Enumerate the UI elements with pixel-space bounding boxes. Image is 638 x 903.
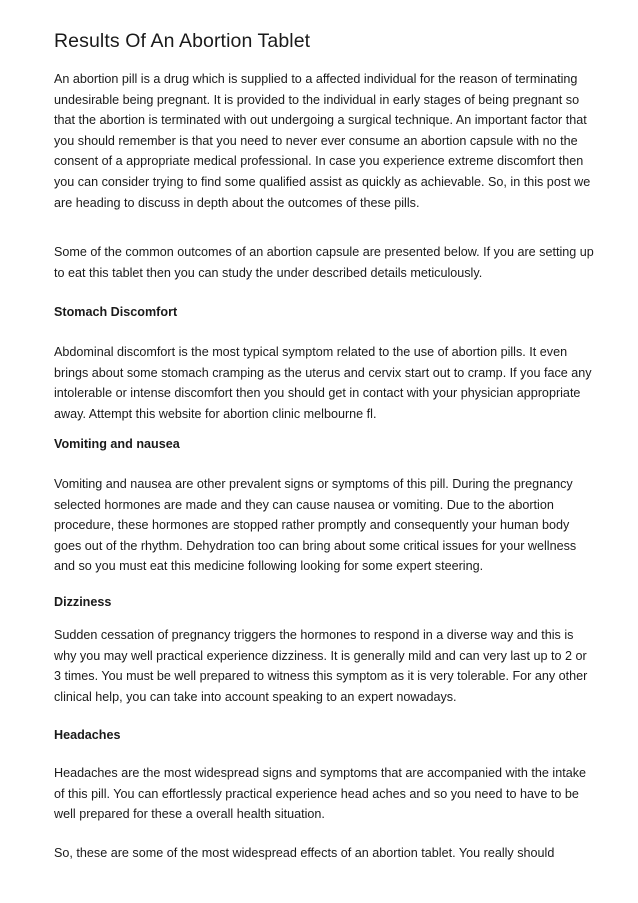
closing-paragraph: So, these are some of the most widespread effects of an abortion tablet. You really should bbox=[54, 846, 555, 860]
intro-paragraph: An abortion pill is a drug which is supplied to a affected individual for the reason of terminating undesirable being pregnant. It is provided to the individual in early stages of being pregnant so that the abortion is terminated with out undergoing a surgical technique. An important factor that you should remember is that you need to never ever consume an abortion capsule with no the consent of a appropriate medical professional. In case you experience extreme discomfort then you can consider trying to find some qualified assist as quickly as achievable. So, in this post we are heading to discuss in depth about the outcomes of these pills. bbox=[54, 72, 591, 210]
section-heading-vomiting-nausea: Vomiting and nausea bbox=[54, 437, 180, 451]
page-title: Results Of An Abortion Tablet bbox=[54, 30, 311, 52]
section-body-headaches: Headaches are the most widespread signs and symptoms that are accompanied with the intake of this pill. You can effortlessly practical experience head aches and so you need to have to be well prepared for these a overall health situation. bbox=[54, 766, 587, 822]
section-heading-dizziness: Dizziness bbox=[54, 595, 112, 609]
section-body-dizziness: Sudden cessation of pregnancy triggers the hormones to respond in a diverse way and this is why you may well practical experience dizziness. It is generally mild and can very last up to 2 or 3 times. You must be well prepared to witness this symptom as it is very tolerable. For any other clinical help, you can take into account speaking to an expert nowadays. bbox=[54, 628, 588, 704]
section-heading-stomach-discomfort: Stomach Discomfort bbox=[54, 305, 178, 319]
outcomes-intro-paragraph: Some of the common outcomes of an abortion capsule are presented below. If you are setting up to eat this tablet then you can study the under described details meticulously. bbox=[54, 245, 594, 280]
section-heading-headaches: Headaches bbox=[54, 728, 121, 742]
section-body-stomach-discomfort: Abdominal discomfort is the most typical symptom related to the use of abortion pills. It even brings about some stomach cramping as the uterus and cervix start out to cramp. If you face any intolerable or intense discomfort then you should get in contact with your physician appropriate away. Attempt this website for abortion clinic melbourne fl. bbox=[54, 345, 592, 421]
section-body-vomiting-nausea: Vomiting and nausea are other prevalent signs or symptoms of this pill. During the pregnancy selected hormones are made and they can cause nausea or vomiting. Due to the abortion procedure, these hormones are stopped rather promptly and consequently your human body goes out of the rhythm. Dehydration too can bring about some critical issues for your wellness and so you must eat this medicine following looking for some expert steering. bbox=[54, 477, 577, 574]
